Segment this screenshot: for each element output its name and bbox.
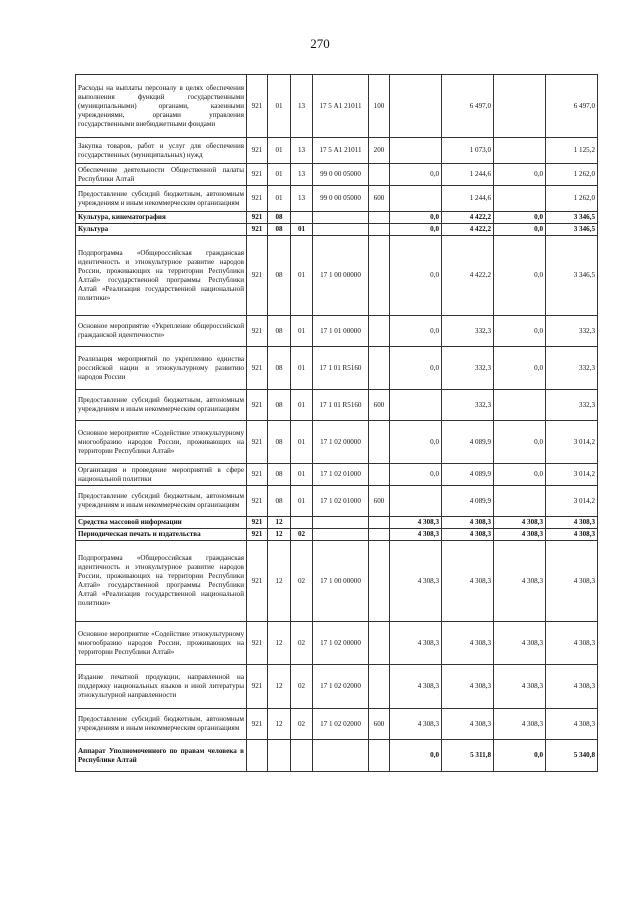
section-code-cell: 08 xyxy=(268,464,291,486)
subsection-code-cell: 01 xyxy=(291,224,313,236)
table-row xyxy=(76,138,598,164)
amount-col-1-cell: 4 308,3 xyxy=(390,665,442,709)
amount-col-3-cell: 0,0 xyxy=(494,236,546,316)
expense-type-cell xyxy=(369,347,390,390)
amount-col-4-cell: 4 308,3 xyxy=(546,665,598,709)
amount-col-2-cell: 4 308,3 xyxy=(442,665,494,709)
target-article-cell: 17 1 02 01000 xyxy=(313,486,369,517)
table-row xyxy=(76,622,598,665)
amount-col-3-cell: 0,0 xyxy=(494,212,546,224)
amount-col-4-cell: 4 308,3 xyxy=(546,622,598,665)
target-article-cell: 17 5 А1 21011 xyxy=(313,138,369,164)
amount-col-4-cell: 3 014,2 xyxy=(546,464,598,486)
expense-type-cell xyxy=(369,541,390,622)
subsection-code-cell: 01 xyxy=(291,390,313,421)
row-name-cell: Подпрограмма «Общероссийская гражданская идентичность и этнокультурное развитие народов России, проживающих на территории Республики Алтай» государственной программы Республики Алтай «Реализация государственной национальной политики» xyxy=(76,541,247,622)
row-name-cell: Основное мероприятие «Содействие этнокультурному многообразию народов России, проживающих на территории Республики Алтай» xyxy=(76,622,247,665)
amount-col-2-cell: 332,3 xyxy=(442,390,494,421)
row-name-cell: Аппарат Уполномоченного по правам человека в Республике Алтай xyxy=(76,740,247,772)
amount-col-3-cell xyxy=(494,390,546,421)
subsection-code-cell: 13 xyxy=(291,186,313,212)
section-code-cell xyxy=(268,740,291,772)
amount-col-1-cell: 4 308,3 xyxy=(390,709,442,740)
target-article-cell: 17 1 01 R5160 xyxy=(313,347,369,390)
ved-code-cell: 921 xyxy=(247,709,268,740)
amount-col-1-cell: 4 308,3 xyxy=(390,622,442,665)
table-row xyxy=(76,421,598,464)
table-row xyxy=(76,75,598,138)
subsection-code-cell: 02 xyxy=(291,541,313,622)
amount-col-3-cell xyxy=(494,75,546,138)
amount-col-1-cell: 0,0 xyxy=(390,347,442,390)
amount-col-1-cell: 4 308,3 xyxy=(390,517,442,529)
section-code-cell: 12 xyxy=(268,665,291,709)
expense-type-cell xyxy=(369,529,390,541)
expense-type-cell xyxy=(369,212,390,224)
amount-col-3-cell: 0,0 xyxy=(494,740,546,772)
section-code-cell: 12 xyxy=(268,622,291,665)
ved-code-cell: 921 xyxy=(247,390,268,421)
amount-col-4-cell: 3 014,2 xyxy=(546,486,598,517)
amount-col-2-cell: 4 089,9 xyxy=(442,486,494,517)
amount-col-1-cell xyxy=(390,390,442,421)
amount-col-4-cell: 3 014,2 xyxy=(546,421,598,464)
ved-code-cell: 921 xyxy=(247,75,268,138)
ved-code-cell: 921 xyxy=(247,622,268,665)
row-name-cell: Предоставление субсидий бюджетным, автономным учреждениям и иным некоммерческим организациям xyxy=(76,186,247,212)
amount-col-2-cell: 4 308,3 xyxy=(442,541,494,622)
table-row xyxy=(76,164,598,186)
amount-col-2-cell: 5 311,8 xyxy=(442,740,494,772)
row-name-cell: Основное мероприятие «Содействие этнокультурному многообразию народов России, проживающих на территории Республики Алтай» xyxy=(76,421,247,464)
amount-col-3-cell: 4 308,3 xyxy=(494,541,546,622)
ved-code-cell: 921 xyxy=(247,212,268,224)
expense-type-cell xyxy=(369,421,390,464)
section-code-cell: 01 xyxy=(268,138,291,164)
table-row xyxy=(76,212,598,224)
section-code-cell: 08 xyxy=(268,390,291,421)
expense-type-cell xyxy=(369,316,390,347)
amount-col-1-cell: 4 308,3 xyxy=(390,529,442,541)
target-article-cell: 17 1 02 01000 xyxy=(313,464,369,486)
expense-type-cell xyxy=(369,236,390,316)
ved-code-cell: 921 xyxy=(247,517,268,529)
ved-code-cell: 921 xyxy=(247,236,268,316)
ved-code-cell: 921 xyxy=(247,421,268,464)
section-code-cell: 12 xyxy=(268,529,291,541)
expense-type-cell xyxy=(369,464,390,486)
amount-col-2-cell: 4 422,2 xyxy=(442,224,494,236)
amount-col-3-cell: 0,0 xyxy=(494,421,546,464)
amount-col-3-cell xyxy=(494,486,546,517)
row-name-cell: Обеспечение деятельности Общественной палаты Республики Алтай xyxy=(76,164,247,186)
subsection-code-cell: 13 xyxy=(291,164,313,186)
amount-col-2-cell: 4 308,3 xyxy=(442,517,494,529)
amount-col-2-cell: 4 422,2 xyxy=(442,212,494,224)
amount-col-1-cell: 0,0 xyxy=(390,212,442,224)
table-row xyxy=(76,486,598,517)
subsection-code-cell: 13 xyxy=(291,75,313,138)
amount-col-3-cell xyxy=(494,138,546,164)
target-article-cell xyxy=(313,740,369,772)
amount-col-4-cell: 3 346,5 xyxy=(546,224,598,236)
amount-col-2-cell: 4 089,9 xyxy=(442,421,494,464)
amount-col-3-cell xyxy=(494,186,546,212)
subsection-code-cell xyxy=(291,212,313,224)
table-row xyxy=(76,236,598,316)
table-row xyxy=(76,709,598,740)
row-name-cell: Предоставление субсидий бюджетным, автономным учреждениям и иным некоммерческим организациям xyxy=(76,390,247,421)
section-code-cell: 08 xyxy=(268,212,291,224)
expense-type-cell: 100 xyxy=(369,75,390,138)
amount-col-3-cell: 4 308,3 xyxy=(494,622,546,665)
subsection-code-cell: 01 xyxy=(291,236,313,316)
amount-col-4-cell: 4 308,3 xyxy=(546,709,598,740)
amount-col-1-cell: 0,0 xyxy=(390,164,442,186)
amount-col-2-cell: 332,3 xyxy=(442,347,494,390)
amount-col-4-cell: 4 308,3 xyxy=(546,541,598,622)
expense-type-cell xyxy=(369,164,390,186)
amount-col-3-cell: 4 308,3 xyxy=(494,665,546,709)
amount-col-4-cell: 332,3 xyxy=(546,316,598,347)
table-row xyxy=(76,665,598,709)
row-name-cell: Расходы на выплаты персоналу в целях обеспечения выполнения функций государственными (муниципальными) органами, казенными учреждениями, органами управления государственными внебюджетными фондами xyxy=(76,75,247,138)
row-name-cell: Подпрограмма «Общероссийская гражданская идентичность и этнокультурное развитие народов России, проживающих на территории Республики Алтай» государственной программы Республики Алтай «Реализация государственной национальной политики» xyxy=(76,236,247,316)
amount-col-1-cell xyxy=(390,138,442,164)
expense-type-cell: 600 xyxy=(369,390,390,421)
row-name-cell: Основное мероприятие «Укрепление общероссийской гражданской идентичности» xyxy=(76,316,247,347)
row-name-cell: Культура xyxy=(76,224,247,236)
amount-col-2-cell: 1 244,6 xyxy=(442,186,494,212)
row-name-cell: Культура, кинематография xyxy=(76,212,247,224)
table-row xyxy=(76,464,598,486)
amount-col-3-cell: 0,0 xyxy=(494,347,546,390)
amount-col-3-cell: 4 308,3 xyxy=(494,517,546,529)
section-code-cell: 08 xyxy=(268,236,291,316)
row-name-cell: Организация и проведение мероприятий в сфере национальной политики xyxy=(76,464,247,486)
subsection-code-cell: 02 xyxy=(291,529,313,541)
section-code-cell: 08 xyxy=(268,421,291,464)
expense-type-cell: 600 xyxy=(369,486,390,517)
table-row xyxy=(76,224,598,236)
amount-col-2-cell: 332,3 xyxy=(442,316,494,347)
ved-code-cell: 921 xyxy=(247,138,268,164)
target-article-cell: 17 5 А1 21011 xyxy=(313,75,369,138)
target-article-cell: 17 1 00 00000 xyxy=(313,236,369,316)
expense-type-cell: 200 xyxy=(369,138,390,164)
amount-col-1-cell xyxy=(390,75,442,138)
subsection-code-cell: 01 xyxy=(291,421,313,464)
amount-col-1-cell: 0,0 xyxy=(390,421,442,464)
expense-type-cell xyxy=(369,665,390,709)
amount-col-4-cell: 332,3 xyxy=(546,347,598,390)
amount-col-3-cell: 0,0 xyxy=(494,224,546,236)
ved-code-cell xyxy=(247,740,268,772)
subsection-code-cell xyxy=(291,740,313,772)
amount-col-3-cell: 4 308,3 xyxy=(494,709,546,740)
expense-type-cell xyxy=(369,740,390,772)
amount-col-4-cell: 5 340,8 xyxy=(546,740,598,772)
target-article-cell: 99 0 00 05000 xyxy=(313,164,369,186)
subsection-code-cell: 13 xyxy=(291,138,313,164)
expense-type-cell: 600 xyxy=(369,709,390,740)
expense-type-cell xyxy=(369,224,390,236)
table-row xyxy=(76,740,598,772)
target-article-cell: 17 1 00 00000 xyxy=(313,541,369,622)
amount-col-4-cell: 3 346,5 xyxy=(546,212,598,224)
amount-col-1-cell: 0,0 xyxy=(390,740,442,772)
ved-code-cell: 921 xyxy=(247,316,268,347)
target-article-cell: 17 1 02 02000 xyxy=(313,709,369,740)
amount-col-1-cell xyxy=(390,186,442,212)
ved-code-cell: 921 xyxy=(247,486,268,517)
budget-table xyxy=(75,74,598,772)
amount-col-3-cell: 0,0 xyxy=(494,316,546,347)
target-article-cell xyxy=(313,529,369,541)
expense-type-cell xyxy=(369,517,390,529)
row-name-cell: Реализация мероприятий по укреплению единства российской нации и этнокультурному развитию народов России xyxy=(76,347,247,390)
amount-col-1-cell: 0,0 xyxy=(390,316,442,347)
amount-col-3-cell: 0,0 xyxy=(494,464,546,486)
section-code-cell: 12 xyxy=(268,541,291,622)
target-article-cell: 99 0 00 05000 xyxy=(313,186,369,212)
section-code-cell: 12 xyxy=(268,517,291,529)
target-article-cell xyxy=(313,517,369,529)
amount-col-2-cell: 4 308,3 xyxy=(442,622,494,665)
section-code-cell: 01 xyxy=(268,186,291,212)
section-code-cell: 01 xyxy=(268,164,291,186)
row-name-cell: Периодическая печать и издательства xyxy=(76,529,247,541)
amount-col-1-cell xyxy=(390,486,442,517)
ved-code-cell: 921 xyxy=(247,665,268,709)
ved-code-cell: 921 xyxy=(247,464,268,486)
section-code-cell: 08 xyxy=(268,224,291,236)
row-name-cell: Предоставление субсидий бюджетным, автономным учреждениям и иным некоммерческим организациям xyxy=(76,486,247,517)
page-number: 270 xyxy=(310,36,330,51)
expense-type-cell: 600 xyxy=(369,186,390,212)
amount-col-3-cell: 0,0 xyxy=(494,164,546,186)
subsection-code-cell: 02 xyxy=(291,665,313,709)
amount-col-4-cell: 6 497,0 xyxy=(546,75,598,138)
amount-col-2-cell: 6 497,0 xyxy=(442,75,494,138)
table-row xyxy=(76,186,598,212)
table-row xyxy=(76,529,598,541)
target-article-cell: 17 1 02 00000 xyxy=(313,622,369,665)
table-row xyxy=(76,541,598,622)
target-article-cell xyxy=(313,224,369,236)
subsection-code-cell xyxy=(291,517,313,529)
target-article-cell: 17 1 02 00000 xyxy=(313,421,369,464)
amount-col-2-cell: 4 308,3 xyxy=(442,529,494,541)
subsection-code-cell: 01 xyxy=(291,486,313,517)
subsection-code-cell: 01 xyxy=(291,464,313,486)
amount-col-4-cell: 4 308,3 xyxy=(546,529,598,541)
ved-code-cell: 921 xyxy=(247,224,268,236)
amount-col-2-cell: 1 073,0 xyxy=(442,138,494,164)
ved-code-cell: 921 xyxy=(247,529,268,541)
row-name-cell: Издание печатной продукции, направленной на поддержку национальных языков и иной литературы этнокультурной направленности xyxy=(76,665,247,709)
row-name-cell: Средства массовой информации xyxy=(76,517,247,529)
target-article-cell: 17 1 02 02000 xyxy=(313,665,369,709)
expense-type-cell xyxy=(369,622,390,665)
amount-col-2-cell: 4 089,9 xyxy=(442,464,494,486)
table-row xyxy=(76,517,598,529)
subsection-code-cell: 01 xyxy=(291,347,313,390)
ved-code-cell: 921 xyxy=(247,164,268,186)
amount-col-1-cell: 4 308,3 xyxy=(390,541,442,622)
amount-col-4-cell: 1 262,0 xyxy=(546,186,598,212)
ved-code-cell: 921 xyxy=(247,186,268,212)
amount-col-1-cell: 0,0 xyxy=(390,224,442,236)
target-article-cell xyxy=(313,212,369,224)
target-article-cell: 17 1 01 00000 xyxy=(313,316,369,347)
section-code-cell: 08 xyxy=(268,316,291,347)
table-row xyxy=(76,316,598,347)
amount-col-4-cell: 1 262,0 xyxy=(546,164,598,186)
amount-col-4-cell: 4 308,3 xyxy=(546,517,598,529)
table-row xyxy=(76,347,598,390)
amount-col-2-cell: 1 244,6 xyxy=(442,164,494,186)
row-name-cell: Закупка товаров, работ и услуг для обеспечения государственных (муниципальных) нужд xyxy=(76,138,247,164)
ved-code-cell: 921 xyxy=(247,347,268,390)
amount-col-4-cell: 332,3 xyxy=(546,390,598,421)
amount-col-4-cell: 3 346,5 xyxy=(546,236,598,316)
target-article-cell: 17 1 01 R5160 xyxy=(313,390,369,421)
ved-code-cell: 921 xyxy=(247,541,268,622)
section-code-cell: 08 xyxy=(268,347,291,390)
amount-col-2-cell: 4 308,3 xyxy=(442,709,494,740)
section-code-cell: 08 xyxy=(268,486,291,517)
section-code-cell: 01 xyxy=(268,75,291,138)
amount-col-1-cell: 0,0 xyxy=(390,236,442,316)
subsection-code-cell: 01 xyxy=(291,316,313,347)
subsection-code-cell: 02 xyxy=(291,709,313,740)
row-name-cell: Предоставление субсидий бюджетным, автономным учреждениям и иным некоммерческим организациям xyxy=(76,709,247,740)
budget-table-body xyxy=(76,75,598,772)
amount-col-2-cell: 4 422,2 xyxy=(442,236,494,316)
amount-col-4-cell: 1 125,2 xyxy=(546,138,598,164)
table-row xyxy=(76,390,598,421)
amount-col-1-cell: 0,0 xyxy=(390,464,442,486)
subsection-code-cell: 02 xyxy=(291,622,313,665)
amount-col-3-cell: 4 308,3 xyxy=(494,529,546,541)
section-code-cell: 12 xyxy=(268,709,291,740)
